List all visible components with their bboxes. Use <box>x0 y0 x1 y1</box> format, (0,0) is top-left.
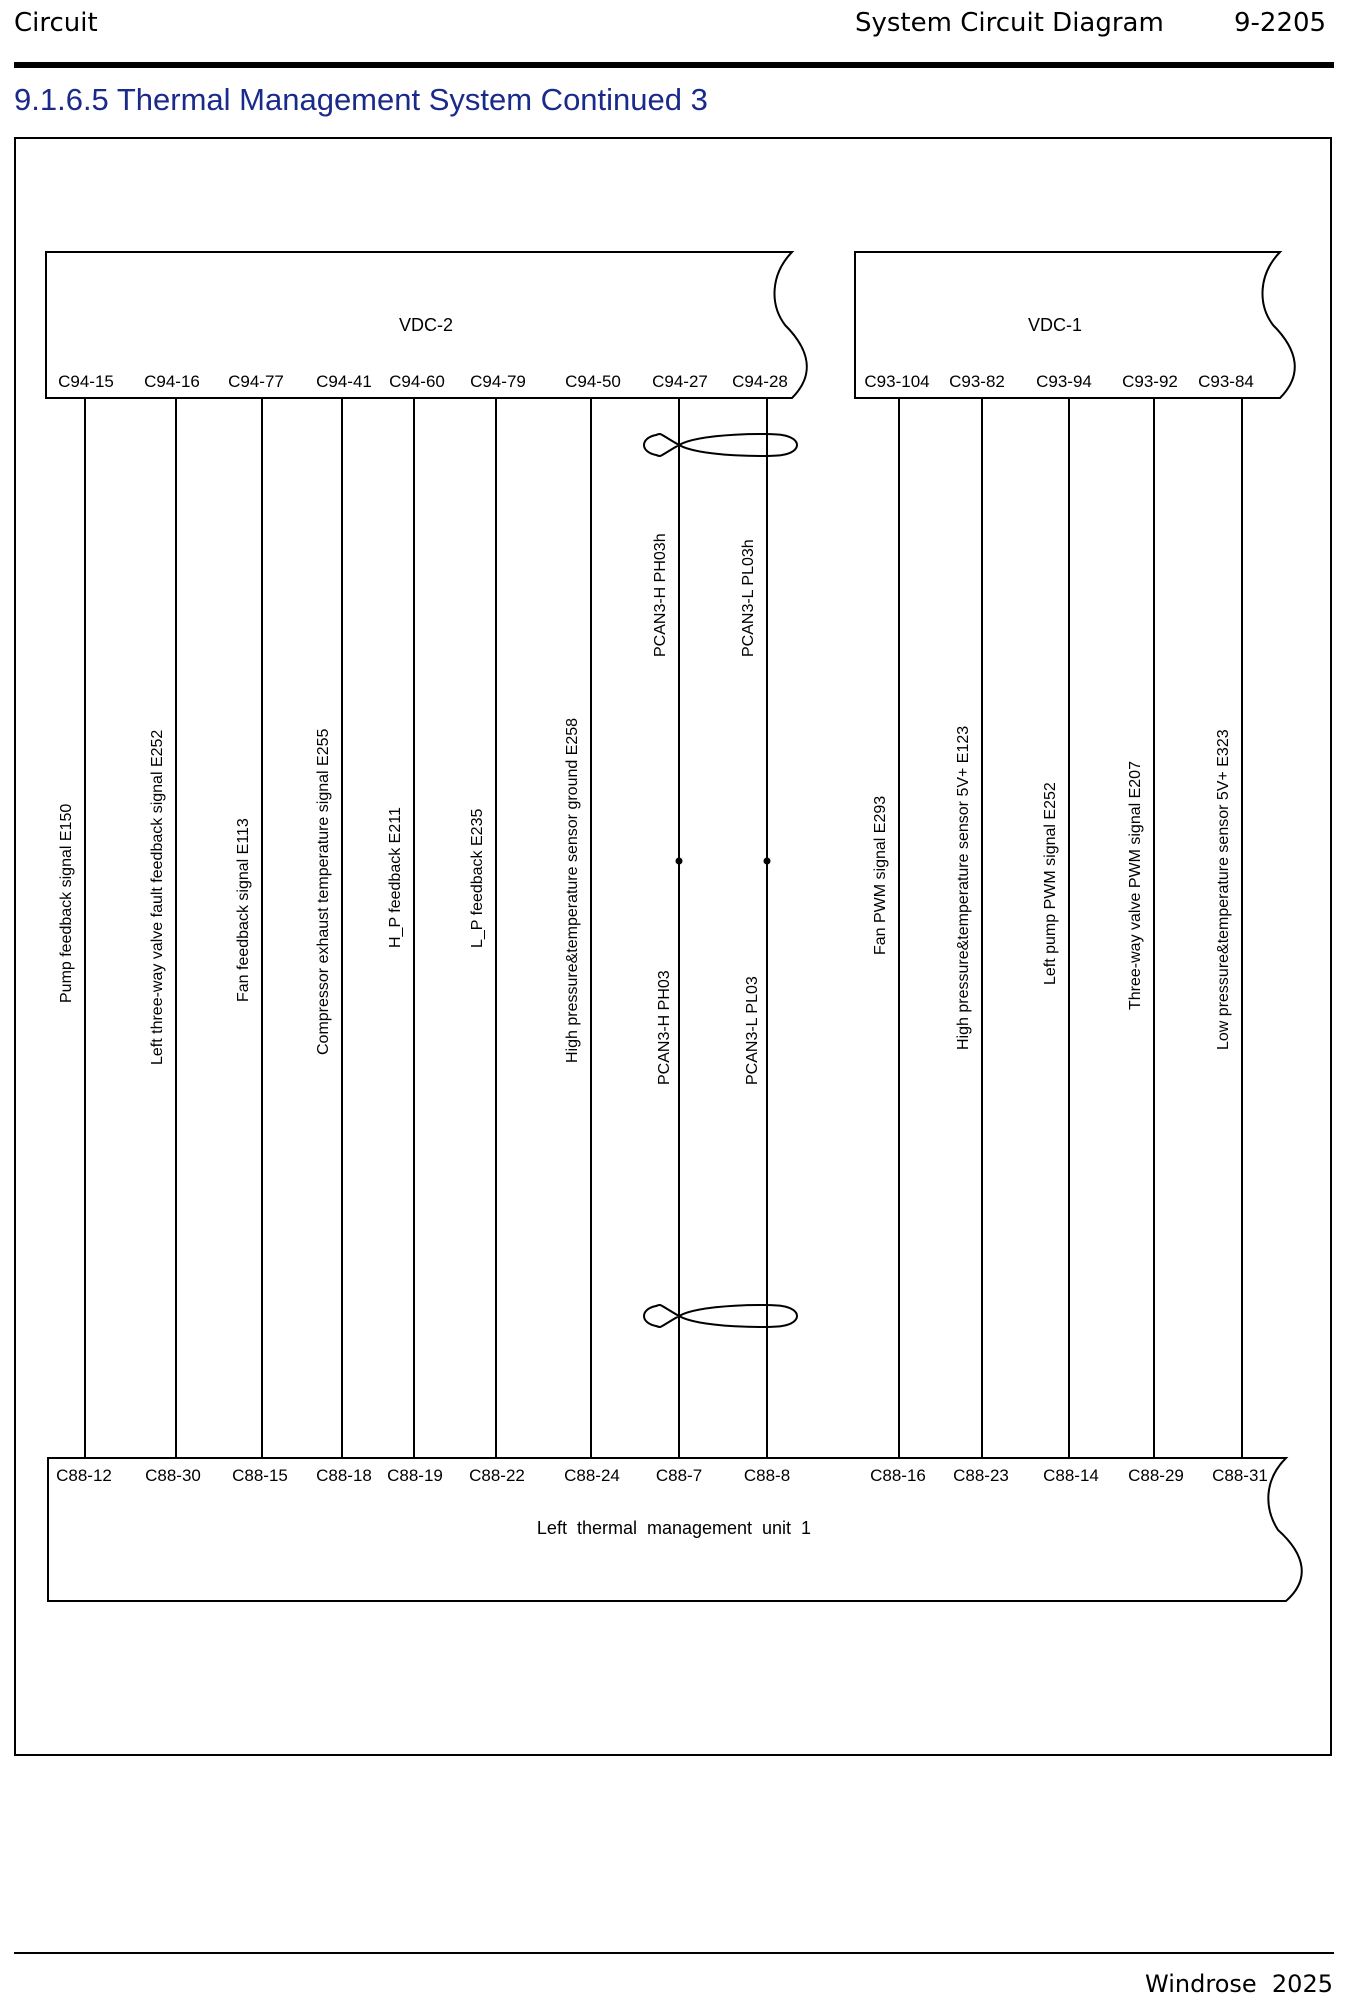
wire-13 <box>1122 372 1184 1485</box>
signal-label: H_P feedback E211 <box>387 807 404 948</box>
signal-label-upper: PCAN3-H PH03h <box>652 533 669 657</box>
thermal-unit-module-name: Left thermal management unit 1 <box>536 1518 812 1538</box>
bottom-pin-label: C88-16 <box>870 1466 926 1485</box>
signal-label: High pressure&temperature sensor ground E258 <box>564 717 581 1063</box>
bottom-pin-label: C88-12 <box>56 1466 112 1485</box>
top-pin-label: C94-16 <box>144 372 200 391</box>
wire-8 <box>652 372 708 1485</box>
top-pin-label: C93-84 <box>1198 372 1254 391</box>
bottom-pin-label: C88-23 <box>953 1466 1009 1485</box>
header-chapter: Circuit <box>14 8 98 38</box>
bottom-pin-label: C88-31 <box>1212 1466 1268 1485</box>
top-pin-label: C94-79 <box>470 372 526 391</box>
signal-label: Fan feedback signal E113 <box>235 818 252 1002</box>
signal-label: L_P feedback E235 <box>469 808 486 948</box>
wire-7 <box>564 372 621 1485</box>
signal-label: Three-way valve PWM signal E207 <box>1127 761 1144 1010</box>
signal-label: Fan PWM signal E293 <box>872 795 889 955</box>
bottom-pin-label: C88-30 <box>145 1466 201 1485</box>
wire-14 <box>1198 372 1268 1485</box>
top-pin-label: C93-94 <box>1036 372 1092 391</box>
wire-3 <box>228 372 288 1485</box>
signal-label-upper: PCAN3-L PL03h <box>740 539 757 657</box>
splice-dot <box>764 858 771 865</box>
wires-layer <box>56 372 1268 1485</box>
section-title: 9.1.6.5 Thermal Management System Continued 3 <box>14 82 708 117</box>
signal-label: Compressor exhaust temperature signal E255 <box>315 728 332 1055</box>
signal-label: Pump feedback signal E150 <box>58 803 75 1003</box>
vdc2-module-name: VDC-2 <box>398 315 454 335</box>
bottom-pin-label: C88-8 <box>743 1466 791 1485</box>
signal-label-lower: PCAN3-H PH03 <box>656 970 673 1085</box>
wire-11 <box>949 372 1009 1485</box>
top-pin-label: C93-92 <box>1122 372 1178 391</box>
wire-2 <box>144 372 201 1485</box>
wire-6 <box>469 372 526 1485</box>
top-pin-label: C94-77 <box>228 372 284 391</box>
bottom-pin-label: C88-22 <box>469 1466 525 1485</box>
top-pin-label: C94-28 <box>732 372 788 391</box>
signal-label: Left pump PWM signal E252 <box>1042 782 1059 985</box>
footer-text: Windrose 2025 <box>1145 1970 1333 1998</box>
wire-9 <box>732 372 790 1485</box>
top-pin-label: C94-41 <box>316 372 372 391</box>
signal-label: Left three-way valve fault feedback signal E252 <box>149 729 166 1065</box>
top-pin-label: C94-50 <box>565 372 621 391</box>
wire-1 <box>56 372 114 1485</box>
bottom-pin-label: C88-24 <box>564 1466 620 1485</box>
bottom-pin-label: C88-29 <box>1128 1466 1184 1485</box>
bottom-pin-label: C88-7 <box>655 1466 703 1485</box>
splice-dot <box>676 858 683 865</box>
bottom-pin-label: C88-18 <box>316 1466 372 1485</box>
top-pin-label: C94-15 <box>58 372 114 391</box>
header-page-number: 9-2205 <box>1234 8 1327 38</box>
bottom-pin-label: C88-14 <box>1043 1466 1099 1485</box>
header-document-title: System Circuit Diagram <box>855 8 1164 38</box>
top-pin-label: C94-60 <box>389 372 445 391</box>
wire-4 <box>315 372 372 1485</box>
wire-12 <box>1036 372 1099 1485</box>
bottom-pin-label: C88-15 <box>232 1466 288 1485</box>
twisted-pair-marker-bottom <box>644 1305 797 1327</box>
top-pin-label: C93-82 <box>949 372 1005 391</box>
footer-rule <box>14 1952 1334 1954</box>
signal-label-lower: PCAN3-L PL03 <box>744 976 761 1085</box>
top-pin-label: C94-27 <box>652 372 708 391</box>
signal-label: Low pressure&temperature sensor 5V+ E323 <box>1215 729 1232 1050</box>
vdc1-module-name: VDC-1 <box>1027 315 1083 335</box>
wire-5 <box>387 372 445 1485</box>
wire-10 <box>864 372 929 1485</box>
twisted-pair-marker-top <box>644 434 797 456</box>
bottom-pin-label: C88-19 <box>387 1466 443 1485</box>
top-pin-label: C93-104 <box>864 372 930 391</box>
signal-label: High pressure&temperature sensor 5V+ E123 <box>955 725 972 1050</box>
